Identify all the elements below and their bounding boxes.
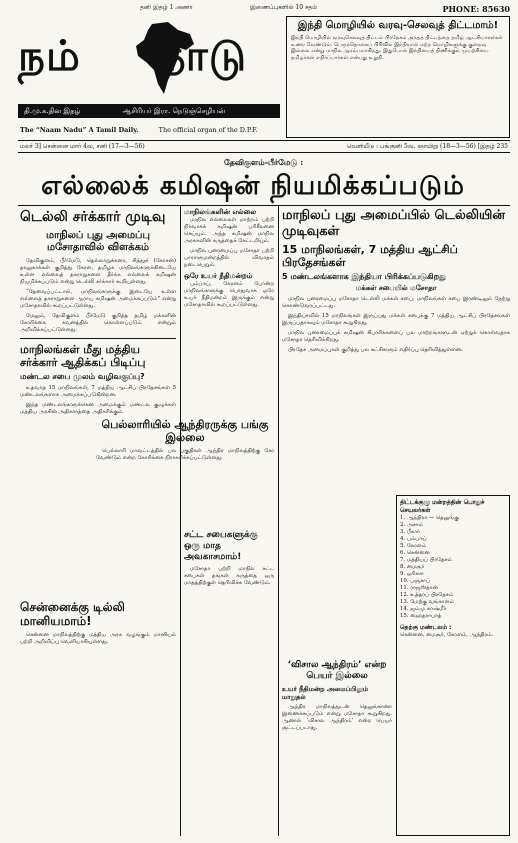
sidebox-item: 15. ஹைதராபாத் bbox=[400, 613, 442, 619]
english-name: The “Naam Nadu” A Tamil Daily. bbox=[20, 126, 139, 134]
column-3 bbox=[282, 208, 510, 488]
col1b-headline: மாநிலங்கள் மீது மத்திய சர்க்கார் ஆதிக்கப் பிடிப்பு bbox=[20, 343, 146, 369]
issue-price: தனி இதழ் 1 அணா bbox=[140, 4, 193, 11]
col2-para-3: பம்பாய், கேரளம் போன்ற மாநிலங்களுக்கு பொதுவாக ஒரே உயர் நீதிமன்றம் இருக்கும் என்று மசோதாவில் கூறப்பட்டுள்ளது. bbox=[184, 281, 274, 308]
sidebox-item: 2. அசாம் bbox=[400, 522, 423, 528]
col1b-subheadline: மண்டல சபை முலம் வழிவகுப்பு? bbox=[20, 372, 145, 381]
sidebox-item: 12. உத்தரப் பிரதேசம் bbox=[400, 592, 454, 598]
editor-label: ஆசிரியர் இரா. நெடுஞ்செழியன் bbox=[122, 107, 226, 115]
col3-headline: மாநிலப் புது அமைப்பில் டெல்லியின் முடிவுகள் bbox=[282, 208, 505, 239]
sidebox-item: 10. பஞ்சாப் bbox=[400, 578, 430, 584]
title-part2: நாடு bbox=[158, 31, 248, 80]
top-strip bbox=[20, 4, 510, 14]
col3-lead: மக்கள் சபையில் மசோதா bbox=[355, 284, 437, 292]
col2-para-1: மாநில எல்லைகள் மாற்றம் பற்றி நிர்வாகக் கமிஷன் பரிசீலனை செய்யும். அந்த கமிஷன் மாநில அரசுகளின் கருத்தைக் கேட்டறியும். bbox=[184, 217, 274, 244]
box-text: இந்தி மொழியில் வரவுசெலவுத் திட்டம் பிரதேசம் அந்தத் திட்டத்தை தமிழ் ஆட்சியாளர்கள் உணர வேண்டும். பெருந்தொகைப் பிரிவில் இந்தியால் மற்ற மொழிகளுக்கு குறைவு இல்லை என்று மாநில ஆரம்பமாகிறது. இதுபோல் இந்தியைத் திணிக்கும் முயற்சியை தமிழர்கள் எதிர்ப்பார்கள் என்பது உறுதி. bbox=[291, 35, 503, 61]
top-right-box bbox=[286, 16, 510, 138]
col2-para-2: மாநில புனரமைப்பு மசோதா பற்றி பாராளுமன்றத்தில் விவாதம் நடைபெறும். bbox=[184, 248, 274, 268]
sidebox-item: 4. பம்பாய் bbox=[400, 536, 427, 542]
title-part1: நம் bbox=[18, 31, 81, 80]
sidebox-item: 14. ஜம்மு காஷ்மீர் bbox=[400, 606, 447, 612]
banner-rule bbox=[18, 205, 510, 206]
zones-sidebox bbox=[396, 495, 510, 836]
col1-para-1: தேவிகுளம், பீர்மேடு, தெல்லாறுக்கரை, சித்தூர் (கோசன்) தாலுகாக்கள் குறித்து கேரள, தமிழக மாநிலங்களுக்கிடையே உள்ள எல்லைத் தகராறுகளை தீர்க்க எல்லைக் கமிஷன் நியமிக்கப்படும் என்று டெல்லி சர்க்கார் கூறியுள்ளது. bbox=[20, 258, 176, 285]
col3b-subheadline: உயர் நீதிமன்ற அமைப்பிலும் மாறுதல் bbox=[282, 685, 369, 701]
column-2 bbox=[184, 208, 274, 413]
daily-label: தி.மு.க.தின இதழ் bbox=[24, 107, 81, 115]
dateline-left: மலர் 3] சென்னை மார் 4வ, சனி (17—3—56) bbox=[20, 143, 145, 150]
col3b-headline: ‘விசால ஆந்திரம்’ என்ற பெயர் இல்லை bbox=[287, 660, 387, 681]
col1b-para-1: உதவாத 15 மாநிலங்கள், 7 மத்திய ஆட்சிப் பிரதேசங்கள் 5 மண்டலங்களாக அமைக்கப்படுகின்றன. bbox=[20, 385, 176, 398]
col2b-para: பெல்லாரி மாவட்டத்தில் பல பகுதிகள் ஆந்திர மாநிலத்திற்கு சேர வேண்டும் என்ற கோரிக்கை நிராகரிக்கப்பட்டுள்ளது. bbox=[96, 448, 274, 461]
column-2-lower bbox=[184, 530, 274, 650]
column-1-lower bbox=[20, 600, 176, 836]
col3-para-3: மாநில புனரமைப்புக் கமிஷன் சிபாரிசுகளைப் பல மாற்றங்களுடன் ஏற்றுக் கொள்வதாக மசோதா தெரிவிக்கிறது. bbox=[282, 330, 510, 343]
masthead bbox=[18, 16, 280, 122]
col2b-headline: பெல்லாரியில் ஆந்திரருக்கு பங்கு இல்லை bbox=[101, 418, 269, 444]
col3-para-4: பிரதேச அமைப்புகள் குறித்து பல கட்சிகளும் எதிர்ப்பு தெரிவித்துள்ளன. bbox=[288, 347, 463, 353]
col3-para-1: மாநில புனரமைப்பு மசோதா டெல்லி மக்கள் சபை, மாநிலங்கள் சபை இரண்டிலும் நேற்று கொண்டுவரப்பட்டது. bbox=[282, 296, 510, 309]
phone-number: PHONE: 85630 bbox=[442, 4, 510, 14]
col3b-para: ஆந்திர மாநிலத்துடன் தெலுங்கானா இணைக்கப்படும் என்று மசோதா கூறுகிறது. ஆனால் ‘விசால ஆந்திரம்’ என்ற பெயர் சூட்டப்படாது. bbox=[282, 704, 392, 731]
col1-para-3: மேலும், தேவிகுளம் பீர்மேடு குறித்த தமிழ் மக்களின் கோரிக்கை கவனத்தில் கொள்ளப்படும் என்றும் அறிவிக்கப்பட்டுள்ளது. bbox=[20, 313, 176, 333]
sidebox-item: 13. மேற்கு வங்காளம் bbox=[400, 599, 454, 605]
south-zone-title: தெற்கு மண்டலம் : bbox=[400, 624, 452, 631]
dateline bbox=[18, 140, 510, 153]
col1-para-2: “தேவைப்பட்டால், மாநிலங்களுக்கு இடையே உள்ள எல்லைத் தகராறுகளை ஆராய கமிஷன் அமைக்கப்படும்” என்று மசோதாவில் கூறப்பட்டுள்ளது. bbox=[20, 289, 176, 309]
column-3-lower bbox=[282, 660, 392, 836]
official-organ: The official organ of the D.P.F. bbox=[158, 126, 258, 134]
col1-divider bbox=[20, 338, 176, 339]
box-headline: இந்தி மொழியில் வரவு-செலவுத் திட்டமாம்! bbox=[297, 20, 499, 31]
col2-headline: மாநிலங்களின் எல்லை bbox=[184, 208, 257, 216]
col1b-para-2: இந்த மண்டலங்களுக்கென அமைக்கும் மண்டல குழுக்கள் மத்திய அரசின் அதிகாரத்தை அதிகரிக்கும். bbox=[20, 402, 176, 415]
dateline-right: வெளியீடு : பங்குனி 5வ. ஞாயிறு (18—3—56) [இதழ் 235 bbox=[346, 143, 508, 150]
sidebox-item: 6. சென்னை bbox=[400, 550, 430, 556]
col2c-para: மசோதா பற்றி மாநில சட்ட சபைகள் தங்கள் கருத்தை ஒரு மாதத்திற்குள் தெரிவிக்க வேண்டும். bbox=[184, 566, 274, 586]
subline bbox=[20, 126, 282, 134]
column-rule-2 bbox=[278, 206, 279, 836]
sidebox-item: 1. ஆந்திரா — தெலுங்கு bbox=[400, 515, 459, 521]
sidebox-item: 7. மத்தியப் பிரதேசம் bbox=[400, 557, 452, 563]
col3-subheadline-2: 5 மண்டலங்களாக இந்தியா பிரிக்கப்படுகிறது bbox=[282, 272, 446, 281]
col1c-headline: சென்னைக்கு டில்லி மானியமாம்! bbox=[20, 600, 125, 628]
sidebox-item: 9. ஒரிஸா bbox=[400, 571, 424, 577]
col1-subheadline: மாநிலப் புது அமைப்பு மசோதாவில் விளக்கம் bbox=[46, 230, 150, 253]
sidebox-item: 3. பீகார் bbox=[400, 529, 420, 535]
col3-para-2: இந்தியாவில் 15 மாநிலங்கள் இருப்பது மக்கள் சபைக்கு 7 மத்திய ஆட்சிப் பிரதேசங்கள் இருப்பதாகவும் மசோதா கூறுகிறது. bbox=[282, 313, 510, 326]
col1-headline: டெல்லி சர்க்கார் முடிவு bbox=[20, 209, 166, 225]
sidebox-item: 11. ராஜஸ்தான் bbox=[400, 585, 438, 591]
kicker: தேவிகுளம்-பீர்மேடு : bbox=[224, 157, 304, 167]
sidebox-title: திட்டக்குழு மன்றத்தின் பொதுச் செயலர்கள் bbox=[400, 499, 485, 514]
sidebox-item: 5. கேரளம் bbox=[400, 543, 427, 549]
banner-headline: எல்லைக் கமிஷன் நியமிக்கப்படும் bbox=[41, 171, 465, 201]
col2c-headline: சட்ட சபைகளுக்கு ஒரு மாத அவகாசமாம்! bbox=[184, 530, 258, 562]
col3-subheadline: 15 மாநிலங்கள், 7 மத்திய ஆட்சிப் பிரதேசங்கள் bbox=[282, 243, 458, 269]
paper-title bbox=[18, 31, 248, 80]
col2-headline-2: ஒரே உயர் நீதிமன்றம் bbox=[184, 272, 253, 280]
supplement-price: இணைப்புகளில் 10 சதம் bbox=[250, 4, 318, 11]
masthead-band bbox=[18, 104, 280, 118]
col1c-para: சென்னை மாநிலத்திற்கு மத்திய அரசு வழங்கும் மானியம் பற்றி அறிவிப்பு வெளியாகியுள்ளது. bbox=[20, 632, 176, 645]
sidebox-item: 8. மைசூர் bbox=[400, 564, 425, 570]
south-zone-list: சென்னை, மைசூர், கேரளம், ஆந்திரம். bbox=[400, 632, 494, 638]
